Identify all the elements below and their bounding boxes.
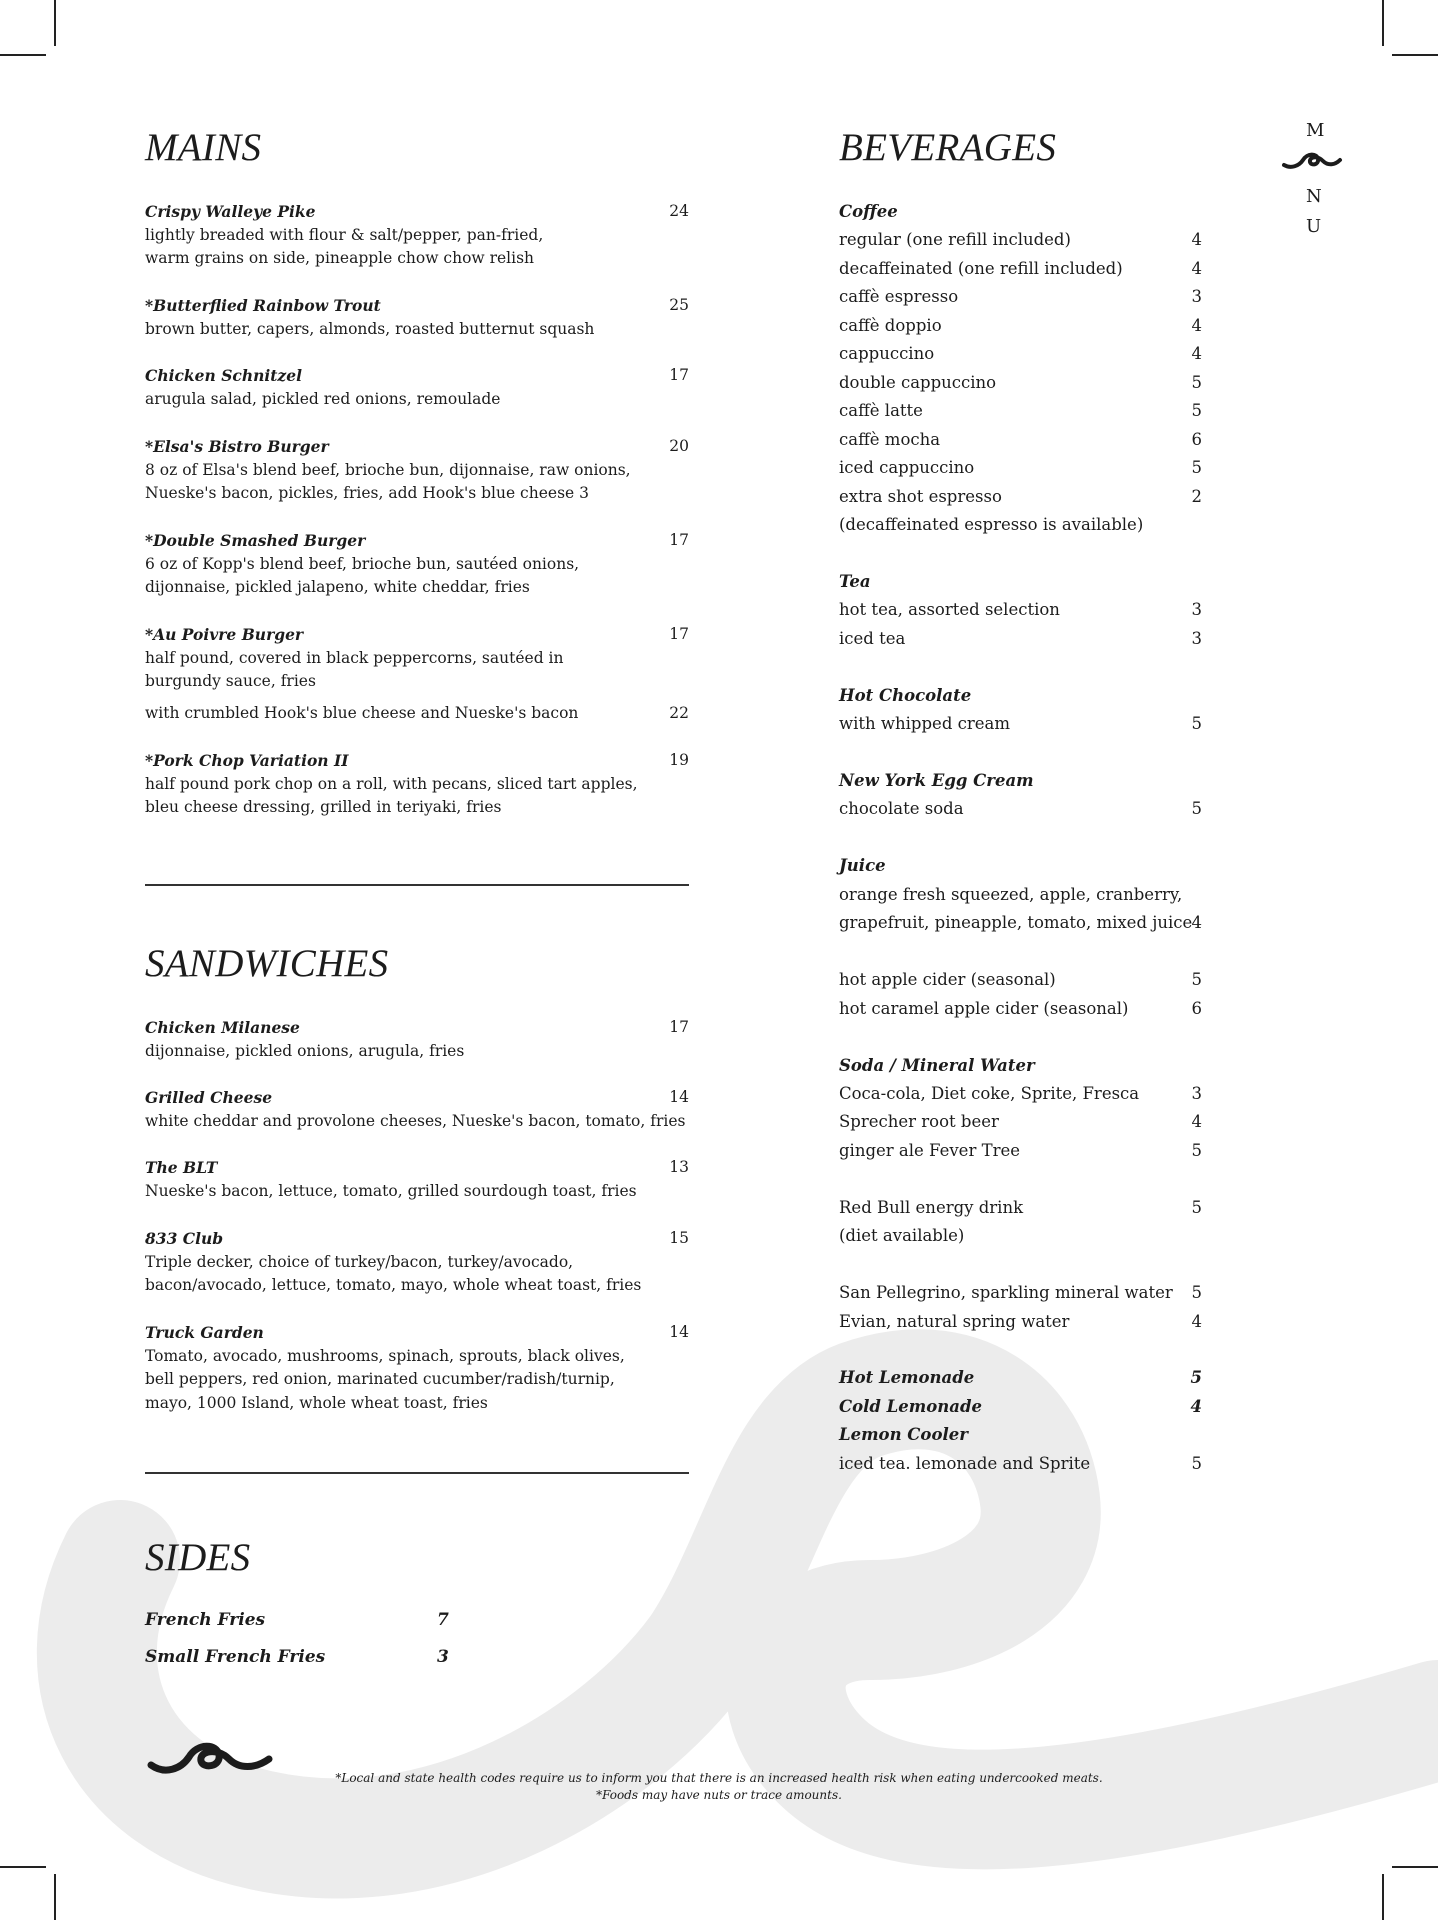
beverage-price: 5 (1191, 1283, 1202, 1303)
menu-item-description: bacon/avocado, lettuce, tomato, mayo, whole wheat toast, fries (145, 1276, 642, 1294)
beverage-label: ginger ale Fever Tree (839, 1140, 1021, 1160)
menu-item-price: 17 (669, 366, 689, 384)
menu-item-description: lightly breaded with flour & salt/pepper, pan-fried, (145, 225, 544, 244)
menu-item (145, 1156, 689, 1203)
footnote-line: *Local and state health codes require us to inform you that there is an increased health risk when eating undercooked meats. (335, 1771, 1103, 1785)
beverage-price: 4 (1191, 315, 1202, 335)
menu-item-name: The BLT (145, 1158, 218, 1177)
beverage-label: hot apple cider (seasonal) (839, 970, 1056, 990)
menu-item-price: 14 (669, 1323, 689, 1341)
beverage-item (839, 625, 1202, 654)
menu-item-price: 14 (669, 1088, 689, 1106)
menu-letter: U (1306, 216, 1322, 237)
beverage-label: caffè mocha (839, 429, 941, 449)
beverage-label: Sprecher root beer (839, 1112, 999, 1132)
menu-item (145, 1086, 689, 1133)
beverage-item (839, 397, 1202, 426)
beverage-item (839, 255, 1202, 284)
beverage-label: Evian, natural spring water (839, 1311, 1070, 1331)
menu-item-name: *Elsa's Bistro Burger (145, 437, 329, 456)
beverage-price: 4 (1191, 258, 1202, 278)
menu-item-name: *Au Poivre Burger (145, 625, 304, 644)
logo-swirl-icon (145, 1735, 275, 1781)
beverage-label: Tea (839, 571, 871, 591)
section-title-mains: MAINS (145, 126, 262, 169)
menu-item (145, 1016, 689, 1063)
beverage-label: New York Egg Cream (839, 771, 1034, 790)
beverage-price: 6 (1191, 429, 1202, 449)
beverage-label: iced cappuccino (839, 458, 975, 478)
menu-item-description: dijonnaise, pickled jalapeno, white cheddar, fries (145, 578, 530, 596)
menu-item-price: 17 (669, 625, 689, 643)
menu-item-price: 25 (669, 296, 689, 314)
beverage-item (839, 909, 1202, 938)
beverage-item (839, 454, 1202, 483)
beverage-label: decaffeinated (one refill included) (839, 258, 1123, 278)
side-item-name: Small French Fries (145, 1647, 326, 1667)
beverage-price: 3 (1191, 628, 1202, 648)
menu-item-description: dijonnaise, pickled onions, arugula, fries (145, 1041, 465, 1060)
footnote (330, 1770, 1108, 1804)
beverage-item (839, 1137, 1202, 1166)
beverage-category (839, 1364, 1202, 1393)
beverage-item (839, 1222, 1202, 1251)
section-divider (145, 1472, 689, 1474)
menu-item (145, 749, 689, 820)
beverage-price: 5 (1191, 714, 1202, 734)
menu-item-description: half pound pork chop on a roll, with pecans, sliced tart apples, (145, 774, 638, 793)
beverage-label: caffè doppio (839, 315, 942, 335)
beverage-item (839, 795, 1202, 824)
beverage-label: Soda / Mineral Water (839, 1055, 1035, 1075)
beverage-label: (diet available) (839, 1226, 965, 1246)
menu-item-description: bell peppers, red onion, marinated cucumber/radish/turnip, (145, 1370, 615, 1388)
side-item (145, 1610, 455, 1630)
beverage-item (839, 340, 1202, 369)
menu-vertical-tag (1306, 116, 1325, 242)
beverage-price: 4 (1191, 1311, 1202, 1331)
beverage-label: grapefruit, pineapple, tomato, mixed juice (839, 913, 1193, 933)
beverage-price: 2 (1191, 486, 1202, 506)
beverage-category (839, 767, 1202, 796)
beverage-label: San Pellegrino, sparkling mineral water (839, 1283, 1173, 1303)
side-item-price: 7 (437, 1610, 449, 1630)
menu-item (145, 529, 689, 600)
beverage-price: 4 (1191, 344, 1202, 364)
beverage-label: hot tea, assorted selection (839, 600, 1060, 620)
beverage-label: extra shot espresso (839, 486, 1002, 506)
beverage-price: 5 (1191, 799, 1202, 819)
beverage-label: Lemon Cooler (839, 1425, 968, 1445)
beverage-label: regular (one refill included) (839, 230, 1071, 250)
menu-item-description: mayo, 1000 Island, whole wheat toast, fries (145, 1393, 488, 1412)
menu-item-name: Chicken Schnitzel (145, 366, 302, 385)
menu-item (145, 623, 689, 694)
menu-item-name: 833 Club (145, 1229, 224, 1248)
beverage-label: caffè latte (839, 401, 923, 421)
menu-item-description: Tomato, avocado, mushrooms, spinach, sprouts, black olives, (145, 1346, 625, 1365)
beverage-item (839, 1108, 1202, 1137)
beverage-price: 5 (1191, 1453, 1202, 1473)
side-item (145, 1647, 455, 1667)
menu-item-price: 15 (669, 1229, 689, 1247)
beverage-label: cappuccino (839, 344, 935, 364)
menu-item (145, 364, 689, 411)
beverage-label: (decaffeinated espresso is available) (839, 514, 1144, 534)
menu-item-description: warm grains on side, pineapple chow chow relish (145, 249, 535, 267)
beverage-label: double cappuccino (839, 372, 997, 392)
menu-item-description: 8 oz of Elsa's blend beef, brioche bun, dijonnaise, raw onions, (145, 460, 631, 479)
beverage-price: 3 (1191, 287, 1202, 307)
menu-item-description: bleu cheese dressing, grilled in teriyaki, fries (145, 798, 502, 816)
beverage-item (839, 881, 1202, 910)
section-title-sides: SIDES (145, 1536, 251, 1579)
menu-item-description: Triple decker, choice of turkey/bacon, turkey/avocado, (145, 1252, 574, 1271)
beverage-label: Hot Lemonade (839, 1368, 975, 1388)
beverage-item (839, 710, 1202, 739)
beverage-item (839, 1194, 1202, 1223)
beverage-item (839, 966, 1202, 995)
beverage-category (839, 1393, 1202, 1422)
beverage-label: Hot Chocolate (839, 685, 972, 705)
menu-item (145, 1321, 689, 1415)
beverage-price: 5 (1190, 1368, 1202, 1388)
menu-item-name: *Double Smashed Burger (145, 531, 366, 550)
beverage-label: chocolate soda (839, 799, 964, 819)
beverage-price: 4 (1191, 230, 1202, 250)
menu-item-name: *Pork Chop Variation II (145, 751, 349, 770)
beverage-price: 4 (1191, 1112, 1202, 1132)
beverage-price: 5 (1191, 401, 1202, 421)
section-title-sandwiches: SANDWICHES (145, 942, 389, 985)
beverage-price: 6 (1191, 998, 1202, 1018)
menu-item-price: 17 (669, 531, 689, 549)
menu-item-price: 19 (669, 751, 689, 769)
menu-letter: M (1306, 120, 1325, 141)
section-title-beverages: BEVERAGES (839, 126, 1057, 169)
beverage-category (839, 1421, 1202, 1450)
beverage-category (839, 682, 1202, 711)
menu-item-description: burgundy sauce, fries (145, 672, 316, 690)
swirl-icon (1281, 150, 1343, 172)
beverage-item (839, 511, 1202, 540)
menu-item-name: *Butterflied Rainbow Trout (145, 296, 381, 315)
beverage-item (839, 1308, 1202, 1337)
menu-item-name: Truck Garden (145, 1323, 264, 1342)
beverage-label: Cold Lemonade (839, 1396, 982, 1416)
footnote-line: *Foods may have nuts or trace amounts. (596, 1788, 842, 1802)
menu-item-price: 13 (669, 1158, 689, 1176)
menu-item-name: Grilled Cheese (145, 1088, 273, 1107)
menu-item-price: 24 (669, 202, 689, 220)
menu-item-name: Crispy Walleye Pike (145, 202, 316, 221)
side-item-price: 3 (437, 1647, 449, 1667)
side-item-name: French Fries (145, 1610, 266, 1630)
beverage-price: 4 (1190, 1396, 1202, 1416)
menu-item-description: brown butter, capers, almonds, roasted butternut squash (145, 319, 595, 338)
menu-item-description: 6 oz of Kopp's blend beef, brioche bun, sautéed onions, (145, 554, 580, 573)
beverage-price: 3 (1191, 1083, 1202, 1103)
beverage-price: 3 (1191, 600, 1202, 620)
menu-item-price: 17 (669, 1018, 689, 1036)
menu-item-description: half pound, covered in black peppercorns, sautéed in (145, 648, 564, 667)
beverage-label: Red Bull energy drink (839, 1197, 1024, 1217)
beverage-label: Coca-cola, Diet coke, Sprite, Fresca (839, 1083, 1140, 1103)
beverage-price: 5 (1191, 458, 1202, 478)
beverage-item (839, 369, 1202, 398)
beverage-item (839, 1279, 1202, 1308)
beverage-category (839, 568, 1202, 597)
menu-item (145, 1227, 689, 1298)
beverage-label: iced tea (839, 628, 906, 648)
beverage-label: orange fresh squeezed, apple, cranberry, (839, 884, 1183, 904)
beverage-category (839, 1052, 1202, 1081)
beverage-price: 5 (1191, 1140, 1202, 1160)
beverage-item (839, 283, 1202, 312)
beverage-category (839, 198, 1202, 227)
beverage-price: 4 (1191, 913, 1202, 933)
beverage-price: 5 (1191, 970, 1202, 990)
menu-item (145, 200, 689, 271)
beverage-item (839, 596, 1202, 625)
menu-item-description: white cheddar and provolone cheeses, Nueske's bacon, tomato, fries (145, 1111, 686, 1130)
menu-item-price: 20 (669, 437, 689, 455)
menu-item (145, 435, 689, 506)
menu-item (145, 702, 689, 726)
menu-item-description: Nueske's bacon, pickles, fries, add Hook's blue cheese 3 (145, 484, 589, 502)
beverage-label: with whipped cream (839, 714, 1011, 734)
menu-item-name: Chicken Milanese (145, 1018, 300, 1037)
beverage-label: iced tea. lemonade and Sprite (839, 1453, 1091, 1473)
menu-item (145, 294, 689, 341)
beverage-label: Coffee (839, 202, 898, 221)
beverage-item (839, 226, 1202, 255)
menu-item-description: Nueske's bacon, lettuce, tomato, grilled sourdough toast, fries (145, 1181, 637, 1200)
beverage-item (839, 483, 1202, 512)
beverage-category (839, 852, 1202, 881)
beverage-item (839, 995, 1202, 1024)
beverage-label: caffè espresso (839, 287, 959, 307)
beverage-price: 5 (1191, 1197, 1202, 1217)
beverage-label: hot caramel apple cider (seasonal) (839, 998, 1129, 1018)
menu-item-description: arugula salad, pickled red onions, remoulade (145, 389, 501, 408)
beverage-item (839, 1450, 1202, 1479)
beverage-item (839, 312, 1202, 341)
menu-letter: N (1306, 186, 1322, 207)
beverage-label: Juice (839, 856, 886, 876)
beverage-item (839, 426, 1202, 455)
section-divider (145, 884, 689, 886)
beverage-item (839, 1080, 1202, 1109)
menu-item-price: 22 (669, 704, 689, 722)
menu-item-description: with crumbled Hook's blue cheese and Nueske's bacon (145, 704, 579, 722)
beverage-price: 5 (1191, 372, 1202, 392)
